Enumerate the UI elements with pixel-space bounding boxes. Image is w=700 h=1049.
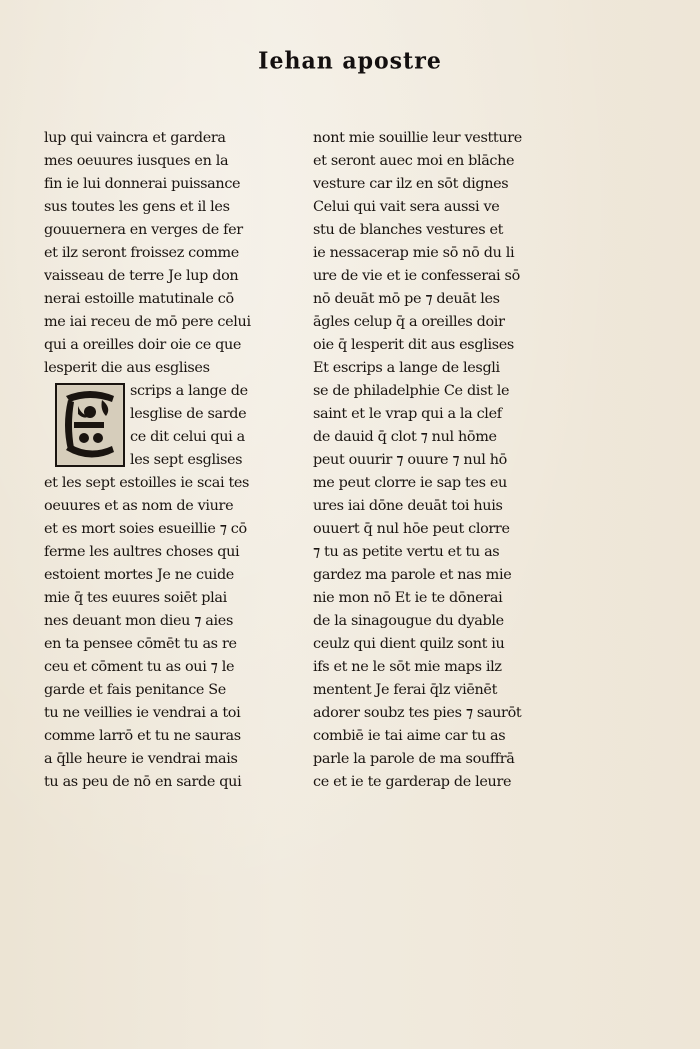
decorated-initial (55, 383, 125, 467)
text-line: āgles celup q̄ a oreilles doir (313, 314, 505, 330)
text-line: Et escrips a lange de lesgli (313, 360, 500, 376)
text-line: ceu et cōment tu as oui ⁊ le (44, 659, 235, 675)
text-line: ouuert q̄ nul hōe peut clorre (313, 521, 510, 537)
left-column-top-lines (44, 127, 274, 380)
initial-side-lines (130, 380, 248, 472)
text-line: comme larrō et tu ne sauras (44, 728, 241, 744)
text-line: ce et ie te garderap de leure (313, 774, 512, 790)
text-line: me iai receu de mō pere celui (44, 314, 251, 330)
text-line: ifs et ne le sōt mie maps ilz (313, 659, 502, 675)
text-line: stu de blanches vestures et (313, 222, 504, 238)
text-line: nont mie souillie leur vestture (313, 130, 522, 146)
ornamental-initial-e-icon (58, 386, 122, 464)
running-header: Iehan apostre (258, 47, 442, 75)
text-line: lup qui vaincra et gardera (44, 130, 226, 146)
text-line: Celui qui vait sera aussi ve (313, 199, 500, 215)
text-line: peut ouurir ⁊ ouure ⁊ nul hō (313, 452, 507, 468)
text-line: les sept esglises (130, 452, 243, 468)
text-line: et seront auec moi en blāche (313, 153, 515, 169)
text-line: garde et fais penitance Se (44, 682, 226, 698)
text-line: parle la parole de ma souffrā (313, 751, 515, 767)
text-line: saint et le vrap qui a la clef (313, 406, 502, 422)
text-line: a q̄lle heure ie vendrai mais (44, 751, 238, 767)
text-line: fin ie lui donnerai puissance (44, 176, 241, 192)
text-line: et les sept estoilles ie scai tes (44, 475, 250, 491)
text-line: ures iai dōne deuāt toi huis (313, 498, 503, 514)
text-line: scrips a lange de (130, 383, 248, 399)
right-column (313, 127, 545, 794)
text-line: tu ne veillies ie vendrai a toi (44, 705, 241, 721)
text-line: nerai estoille matutinale cō (44, 291, 234, 307)
text-line: mentent Je ferai q̄lz viēnēt (313, 682, 498, 698)
text-line: oie q̄ lesperit dit aus esglises (313, 337, 514, 353)
left-column-bottom-lines (44, 472, 274, 794)
text-line: gouuernera en verges de fer (44, 222, 243, 238)
text-line: nie mon nō Et ie te dōnerai (313, 590, 503, 606)
text-line: ⁊ tu as petite vertu et tu as (313, 544, 500, 560)
text-line: nō deuāt mō pe ⁊ deuāt les (313, 291, 500, 307)
text-line: ie nessacerap mie sō nō du li (313, 245, 515, 261)
text-line: combiē ie tai aime car tu as (313, 728, 506, 744)
text-line: en ta pensee cōmēt tu as re (44, 636, 237, 652)
text-line: gardez ma parole et nas mie (313, 567, 512, 583)
text-line: ferme les aultres choses qui (44, 544, 240, 560)
text-line: lesperit die aus esglises (44, 360, 210, 376)
text-line: ure de vie et ie confesserai sō (313, 268, 520, 284)
text-line: qui a oreilles doir oie ce que (44, 337, 242, 353)
text-line: sus toutes les gens et il les (44, 199, 230, 215)
text-line: et ilz seront froissez comme (44, 245, 239, 261)
text-line: de la sinagougue du dyable (313, 613, 504, 629)
text-line: vesture car ilz en sōt dignes (313, 176, 509, 192)
left-column (44, 127, 274, 794)
text-line: ceulz qui dient quilz sont iu (313, 636, 505, 652)
text-line: se de philadelphie Ce dist le (313, 383, 510, 399)
text-line: vaisseau de terre Je lup don (44, 268, 239, 284)
text-line: mie q̄ tes euures soiēt plai (44, 590, 227, 606)
text-line: oeuures et as nom de viure (44, 498, 234, 514)
text-line: estoient mortes Je ne cuide (44, 567, 234, 583)
text-line: me peut clorre ie sap tes eu (313, 475, 507, 491)
text-line: et es mort soies esueillie ⁊ cō (44, 521, 247, 537)
text-line: nes deuant mon dieu ⁊ aies (44, 613, 233, 629)
text-line: ce dit celui qui a (130, 429, 245, 445)
initial-paragraph (44, 380, 274, 472)
text-line: tu as peu de nō en sarde qui (44, 774, 242, 790)
text-line: lesglise de sarde (130, 406, 247, 422)
text-line: mes oeuures iusques en la (44, 153, 229, 169)
text-line: adorer soubz tes pies ⁊ saurōt (313, 705, 522, 721)
text-line: de dauid q̄ clot ⁊ nul hōme (313, 429, 497, 445)
